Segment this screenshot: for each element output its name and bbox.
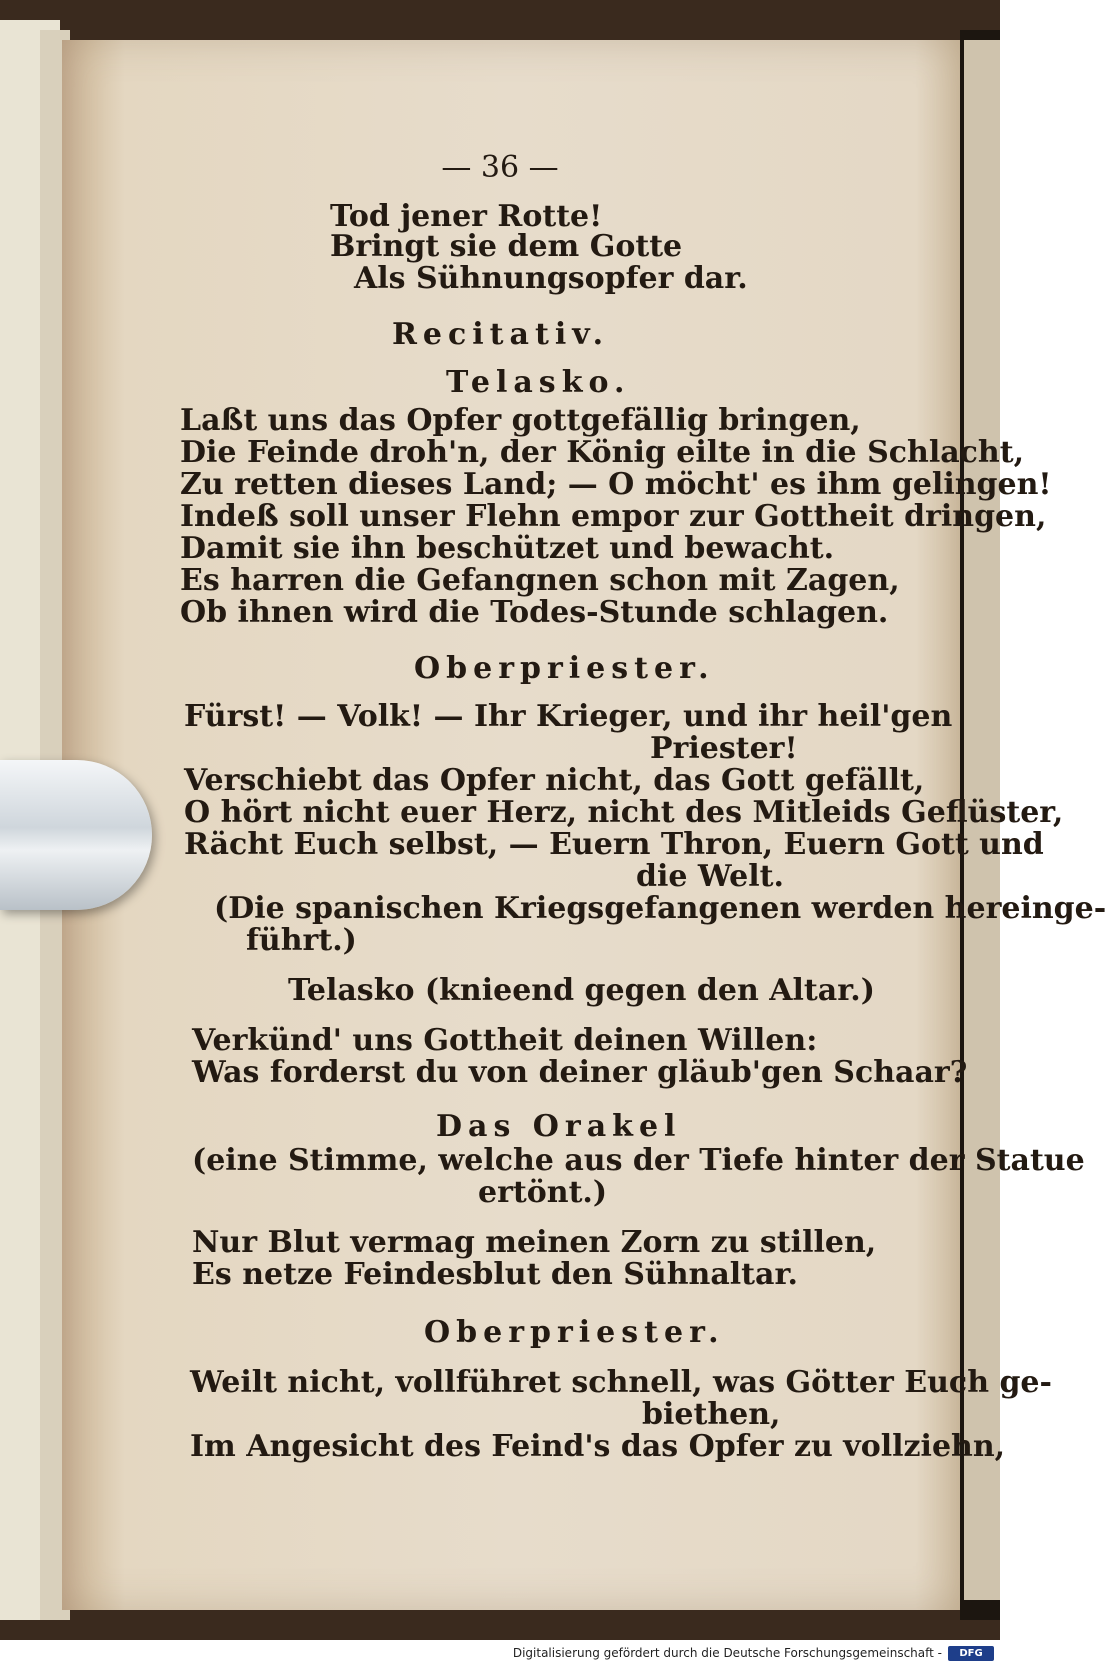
verse-line: Verschiebt das Opfer nicht, das Gott gefällt, bbox=[184, 763, 925, 798]
page-clip bbox=[0, 760, 152, 910]
verse-line: Fürst! — Volk! — Ihr Krieger, und ihr heil'gen bbox=[184, 699, 953, 734]
verse-line: Was forderst du von deiner gläub'gen Schaar? bbox=[192, 1055, 968, 1090]
verse-line: Indeß soll unser Flehn empor zur Gottheit dringen, bbox=[180, 499, 1047, 534]
footer-bar bbox=[0, 1644, 1000, 1664]
verse-line: biethen, bbox=[642, 1397, 781, 1432]
verse-line: die Welt. bbox=[636, 859, 784, 894]
speaker-name: Oberpriester. bbox=[424, 1315, 725, 1350]
verse-line: O hört nicht euer Herz, nicht des Mitleids Geflüster, bbox=[184, 795, 1064, 830]
verse-line: Es harren die Gefangnen schon mit Zagen, bbox=[180, 563, 900, 598]
verse-line: Es netze Feindesblut den Sühnaltar. bbox=[192, 1257, 798, 1292]
verse-line: Rächt Euch selbst, — Euern Thron, Euern Gott und bbox=[184, 827, 1044, 862]
verse-line: Priester! bbox=[650, 731, 798, 766]
section-heading: Recitativ. bbox=[392, 317, 610, 352]
page-number: — 36 — bbox=[441, 150, 559, 185]
verse-line: Damit sie ihn beschützet und bewacht. bbox=[180, 531, 835, 566]
verse-line: Im Angesicht des Feind's das Opfer zu vollziehn, bbox=[190, 1429, 1006, 1464]
speaker-name: Oberpriester. bbox=[414, 651, 715, 686]
stage-direction: (Die spanischen Kriegsgefangenen werden hereinge- bbox=[214, 891, 1106, 926]
dfg-logo: DFG bbox=[948, 1646, 994, 1661]
verse-line: Ob ihnen wird die Todes-Stunde schlagen. bbox=[180, 595, 889, 630]
speaker-name: Telasko (knieend gegen den Altar.) bbox=[288, 973, 875, 1008]
stage-direction: ertönt.) bbox=[478, 1175, 608, 1210]
verse-line: Bringt sie dem Gotte bbox=[330, 229, 683, 264]
verse-line: Als Sühnungsopfer dar. bbox=[354, 261, 748, 296]
speaker-name: Telasko. bbox=[446, 365, 631, 400]
footer-credit: Digitalisierung gefördert durch die Deutsche Forschungsgemeinschaft - bbox=[512, 1646, 942, 1660]
speaker-name: Das Orakel bbox=[436, 1109, 682, 1144]
verse-line: Tod jener Rotte! bbox=[330, 199, 603, 234]
verse-line: Die Feinde droh'n, der König eilte in die Schlacht, bbox=[180, 435, 1025, 470]
stage-direction: führt.) bbox=[246, 923, 357, 958]
verse-line: Zu retten dieses Land; — O möcht' es ihm gelingen! bbox=[180, 467, 1052, 502]
verse-line: Nur Blut vermag meinen Zorn zu stillen, bbox=[192, 1225, 877, 1260]
verse-line: Weilt nicht, vollführet schnell, was Götter Euch ge- bbox=[190, 1365, 1052, 1400]
verse-line: Laßt uns das Opfer gottgefällig bringen, bbox=[180, 403, 861, 438]
verse-line: Verkünd' uns Gottheit deinen Willen: bbox=[192, 1023, 818, 1058]
stage-direction: (eine Stimme, welche aus der Tiefe hinter der Statue bbox=[192, 1143, 1085, 1178]
